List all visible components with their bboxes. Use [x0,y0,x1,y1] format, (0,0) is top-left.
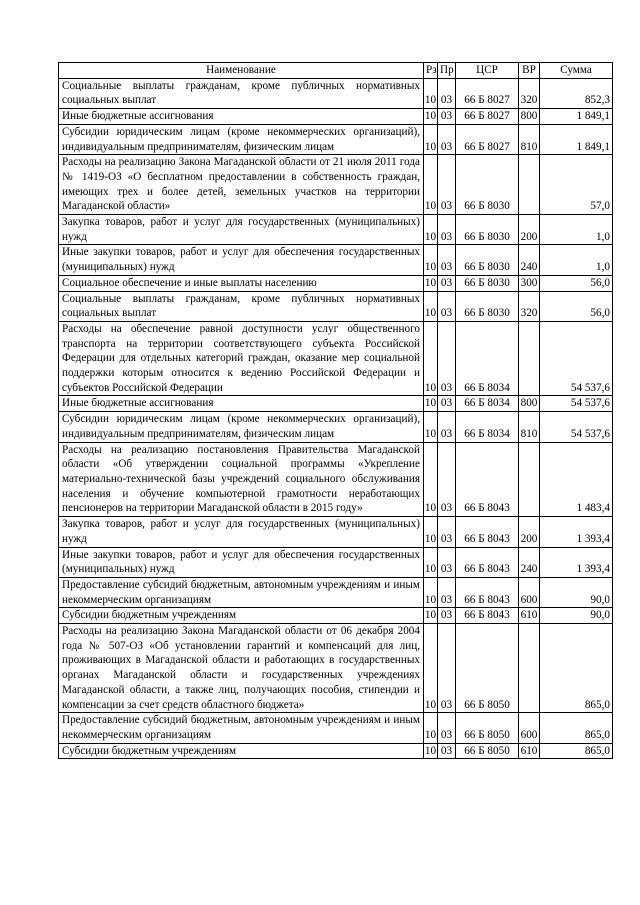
cell-pr: 03 [438,275,456,291]
header-row [59,63,613,79]
cell-vr: 600 [519,713,540,743]
cell-rz: 10 [424,215,438,245]
table-row [59,78,613,108]
cell-rz: 10 [424,577,438,607]
cell-rz: 10 [424,743,438,759]
cell-rz: 10 [424,412,438,442]
cell-vr [519,442,540,517]
cell-name: Субсидии бюджетным учреждениям [59,608,424,624]
table-row [59,608,613,624]
cell-csr: 66 Б 8043 [456,517,519,547]
cell-sum: 1 393,4 [540,547,613,577]
cell-sum: 90,0 [540,608,613,624]
cell-rz: 10 [424,109,438,125]
cell-sum: 1,0 [540,245,613,275]
cell-sum: 1 849,1 [540,109,613,125]
cell-vr: 240 [519,547,540,577]
cell-csr: 66 Б 8027 [456,124,519,154]
cell-name: Социальное обеспечение и иные выплаты населению [59,275,424,291]
cell-pr: 03 [438,155,456,215]
table-row [59,396,613,412]
cell-name: Закупка товаров, работ и услуг для государственных (муниципальных) нужд [59,215,424,245]
header-pr: Пр [438,63,456,79]
table-row [59,412,613,442]
cell-rz: 10 [424,624,438,713]
table-row [59,577,613,607]
table-row [59,124,613,154]
cell-name: Расходы на реализацию постановления Правительства Магаданской области «Об утверждении социальной программы «Укрепление материально-технической базы учреждений социального обслуживания населения и обучение компьютерной грамотности неработающих пенсионеров на территории Магаданской области в 2015 году» [59,442,424,517]
cell-vr [519,155,540,215]
cell-rz: 10 [424,78,438,108]
header-csr: ЦСР [456,63,519,79]
cell-name: Расходы на обеспечение равной доступности услуг общественного транспорта на территории соответствующего субъекта Российской Федерации для отдельных категорий граждан, оказание мер социальной поддержки которым относится к ведению Российской Федерации и субъектов Российской Федерации [59,321,424,396]
cell-rz: 10 [424,245,438,275]
cell-vr: 200 [519,215,540,245]
cell-rz: 10 [424,517,438,547]
cell-sum: 1 483,4 [540,442,613,517]
cell-sum: 56,0 [540,291,613,321]
cell-pr: 03 [438,547,456,577]
cell-sum: 54 537,6 [540,412,613,442]
cell-csr: 66 Б 8043 [456,577,519,607]
header-rz: Рз [424,63,438,79]
cell-vr [519,321,540,396]
cell-csr: 66 Б 8030 [456,275,519,291]
cell-pr: 03 [438,517,456,547]
table-row [59,109,613,125]
header-vr: ВР [519,63,540,79]
cell-csr: 66 Б 8050 [456,624,519,713]
cell-vr: 240 [519,245,540,275]
cell-rz: 10 [424,321,438,396]
cell-rz: 10 [424,713,438,743]
cell-pr: 03 [438,396,456,412]
cell-pr: 03 [438,743,456,759]
cell-rz: 10 [424,442,438,517]
cell-name: Социальные выплаты гражданам, кроме публичных нормативных социальных выплат [59,291,424,321]
cell-name: Расходы на реализацию Закона Магаданской области от 06 декабря 2004 года № 507-ОЗ «Об установлении гарантий и компенсаций для лиц, проживающих в Магаданской области и работающих в государственных органах Магаданской области и государственных учреждениях Магаданской области, а также лиц, получающих пособия, стипендии и компенсации за счет средств областного бюджета» [59,624,424,713]
cell-vr: 200 [519,517,540,547]
cell-vr: 600 [519,577,540,607]
cell-pr: 03 [438,624,456,713]
cell-rz: 10 [424,608,438,624]
cell-vr: 800 [519,396,540,412]
cell-sum: 865,0 [540,743,613,759]
header-name: Наименование [59,63,424,79]
cell-sum: 865,0 [540,713,613,743]
budget-table [58,62,613,759]
cell-name: Иные бюджетные ассигнования [59,396,424,412]
cell-name: Субсидии бюджетным учреждениям [59,743,424,759]
table-row [59,215,613,245]
cell-csr: 66 Б 8030 [456,245,519,275]
cell-name: Социальные выплаты гражданам, кроме публичных нормативных социальных выплат [59,78,424,108]
cell-rz: 10 [424,291,438,321]
cell-vr: 610 [519,743,540,759]
cell-pr: 03 [438,78,456,108]
table-row [59,275,613,291]
cell-csr: 66 Б 8030 [456,215,519,245]
table-row [59,245,613,275]
table-row [59,442,613,517]
cell-name: Расходы на реализацию Закона Магаданской области от 21 июля 2011 года № 1419-ОЗ «О бесплатном предоставлении в собственность граждан, имеющих трех и более детей, земельных участков на территории Магаданской области» [59,155,424,215]
cell-vr: 800 [519,109,540,125]
cell-name: Иные закупки товаров, работ и услуг для обеспечения государственных (муниципальных) нужд [59,547,424,577]
table-row [59,321,613,396]
cell-pr: 03 [438,608,456,624]
cell-rz: 10 [424,547,438,577]
cell-csr: 66 Б 8027 [456,78,519,108]
cell-pr: 03 [438,215,456,245]
cell-name: Иные бюджетные ассигнования [59,109,424,125]
cell-pr: 03 [438,713,456,743]
cell-vr: 810 [519,412,540,442]
cell-csr: 66 Б 8027 [456,109,519,125]
cell-csr: 66 Б 8043 [456,442,519,517]
cell-pr: 03 [438,245,456,275]
table-row [59,291,613,321]
cell-pr: 03 [438,291,456,321]
cell-sum: 90,0 [540,577,613,607]
table-row [59,517,613,547]
cell-csr: 66 Б 8030 [456,291,519,321]
cell-rz: 10 [424,124,438,154]
cell-rz: 10 [424,396,438,412]
cell-pr: 03 [438,109,456,125]
cell-csr: 66 Б 8034 [456,412,519,442]
cell-csr: 66 Б 8043 [456,547,519,577]
cell-sum: 1,0 [540,215,613,245]
cell-pr: 03 [438,321,456,396]
cell-csr: 66 Б 8030 [456,155,519,215]
cell-vr: 810 [519,124,540,154]
table-row [59,713,613,743]
cell-sum: 54 537,6 [540,396,613,412]
cell-csr: 66 Б 8034 [456,396,519,412]
cell-vr [519,624,540,713]
table-row [59,624,613,713]
cell-rz: 10 [424,155,438,215]
cell-name: Предоставление субсидий бюджетным, автономным учреждениям и иным некоммерческим организациям [59,577,424,607]
cell-csr: 66 Б 8034 [456,321,519,396]
cell-vr: 320 [519,78,540,108]
cell-sum: 865,0 [540,624,613,713]
cell-name: Закупка товаров, работ и услуг для государственных (муниципальных) нужд [59,517,424,547]
cell-vr: 320 [519,291,540,321]
cell-name: Субсидии юридическим лицам (кроме некоммерческих организаций), индивидуальным предпринимателям, физическим лицам [59,124,424,154]
cell-name: Предоставление субсидий бюджетным, автономным учреждениям и иным некоммерческим организациям [59,713,424,743]
table-row [59,547,613,577]
cell-csr: 66 Б 8050 [456,713,519,743]
cell-rz: 10 [424,275,438,291]
cell-sum: 57,0 [540,155,613,215]
table-row [59,743,613,759]
header-sum: Сумма [540,63,613,79]
cell-csr: 66 Б 8050 [456,743,519,759]
cell-vr: 610 [519,608,540,624]
cell-pr: 03 [438,412,456,442]
cell-vr: 300 [519,275,540,291]
cell-pr: 03 [438,442,456,517]
cell-sum: 54 537,6 [540,321,613,396]
cell-sum: 56,0 [540,275,613,291]
cell-pr: 03 [438,577,456,607]
cell-csr: 66 Б 8043 [456,608,519,624]
cell-name: Иные закупки товаров, работ и услуг для обеспечения государственных (муниципальных) нужд [59,245,424,275]
cell-sum: 1 393,4 [540,517,613,547]
table-row [59,155,613,215]
cell-sum: 1 849,1 [540,124,613,154]
cell-name: Субсидии юридическим лицам (кроме некоммерческих организаций), индивидуальным предпринимателям, физическим лицам [59,412,424,442]
cell-sum: 852,3 [540,78,613,108]
cell-pr: 03 [438,124,456,154]
